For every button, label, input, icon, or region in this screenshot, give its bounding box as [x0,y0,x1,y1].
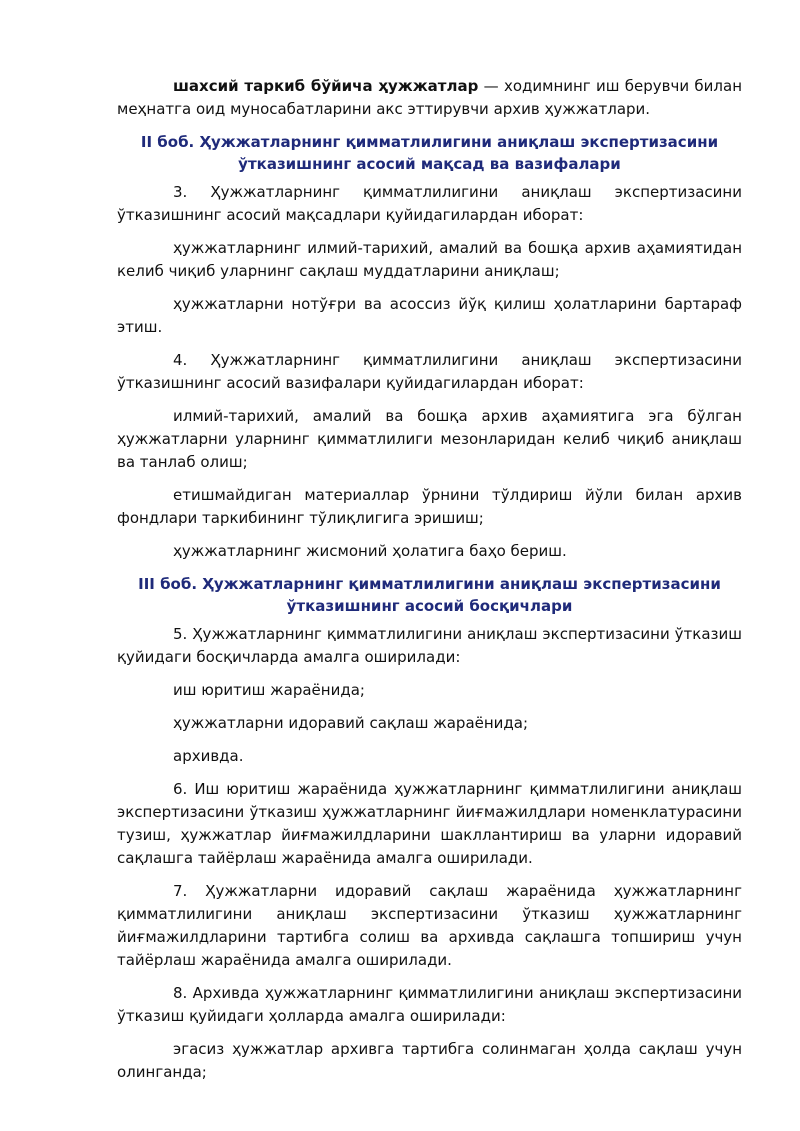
document-body [117,75,742,1094]
clause-4-item-2: етишмайдиган материаллар ўрнини тўлдириш йўли билан архив фондлари таркибининг тўлиқлигига эришиш; [117,486,742,527]
chapter-2-title-line-1: II боб. Ҳужжатларнинг қимматлилигини аниқлаш экспертизасини [140,133,719,151]
clause-4: 4. Ҳужжатларнинг қимматлилигини аниқлаш экспертизасини ўтказишнинг асосий вазифалари қуйидагилардан иборат: [117,351,742,392]
clause-5: 5. Ҳужжатларнинг қимматлилигини аниқлаш экспертизасини ўтказиш қуйидаги босқичларда амалга оширилади: [117,625,742,666]
clause-7: 7. Ҳужжатларни идоравий сақлаш жараёнида ҳужжатларнинг қимматлилигини аниқлаш экспертизасини ўтказиш ҳужжатларнинг йиғмажилдларини тартибга солиш ва архивда сақлашга топшириш учун тайёрлаш жараёнида амалга оширилади. [117,882,742,969]
chapter-3-title-line-1: III боб. Ҳужжатларнинг қимматлилигини аниқлаш экспертизасини [138,575,721,593]
clause-6: 6. Иш юритиш жараёнида ҳужжатларнинг қимматлилигини аниқлаш экспертизасини ўтказиш ҳужжатларнинг йиғмажилдлари номенклатурасини тузиш, ҳужжатлар йиғмажилдларини шакллантириш ва уларни идоравий сақлашга тайёрлаш жараёнида амалга оширилади. [117,780,742,867]
clause-3-item-2: ҳужжатларни нотўғри ва асоссиз йўқ қилиш ҳолатларини бартараф этиш. [117,295,742,336]
intro-text: — ходимнинг иш берувчи билан меҳнатга оид муносабатларини акс эттирувчи архив ҳужжатлари. [117,77,743,118]
clause-5-item-1: иш юритиш жараёнида; [173,681,365,699]
clause-3-item-1: ҳужжатларнинг илмий-тарихий, амалий ва бошқа архив аҳамиятидан келиб чиқиб уларнинг сақлаш муддатларини аниқлаш; [117,239,742,280]
chapter-2-heading [117,131,742,175]
chapter-3-title-line-2: ўтказишнинг асосий босқичлари [286,597,573,615]
chapter-3-heading [117,573,742,617]
clause-4-item-3: ҳужжатларнинг жисмоний ҳолатига баҳо бериш. [173,542,567,560]
clause-8: 8. Архивда ҳужжатларнинг қимматлилигини аниқлаш экспертизасини ўтказиш қуйидаги ҳолларда амалга оширилади: [117,984,742,1025]
clause-8-item-1: эгасиз ҳужжатлар архивга тартибга солинмаган ҳолда сақлаш учун олинганда; [117,1040,742,1081]
intro-term: шахсий таркиб бўйича ҳужжатлар [173,77,479,95]
intro-paragraph [117,75,742,121]
clause-5-item-2: ҳужжатларни идоравий сақлаш жараёнида; [173,714,529,732]
clause-3: 3. Ҳужжатларнинг қимматлилигини аниқлаш экспертизасини ўтказишнинг асосий мақсадлари қуйидагилардан иборат: [117,183,742,224]
clause-5-item-3: архивда. [173,747,244,765]
clause-4-item-1: илмий-тарихий, амалий ва бошқа архив аҳамиятига эга бўлган ҳужжатларни уларнинг қимматлилиги мезонларидан келиб чиқиб аниқлаш ва танлаб олиш; [117,407,742,471]
chapter-2-title-line-2: ўтказишнинг асосий мақсад ва вазифалари [238,155,621,173]
